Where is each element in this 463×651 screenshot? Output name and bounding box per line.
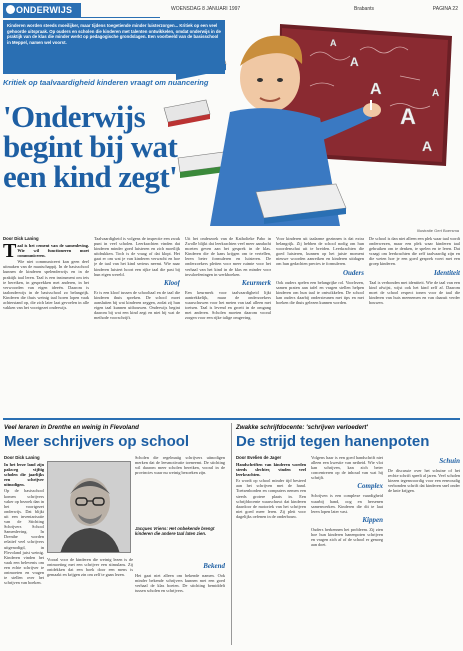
article-kicker: Kritiek op taalvaardigheid kinderen vraagt om nuancering [3,78,209,87]
subhead-kloof: Kloof [164,278,180,287]
subhead-schuin: Schuin [439,457,460,465]
article-headline: 'Onderwijs begint bij wat een kind zegt' [3,99,178,194]
column-3 [185,236,271,416]
article3-text-d: Ouders herkennen het probleem. Zij zien hoe hun kinderen hanenpoten schrijven en vragen zich af of de school er genoeg aan doet. [311,526,383,548]
column-1 [3,236,89,416]
article3-text: Er wordt op school minder tijd besteed aan het schrijven met de hand. Toetsenborden en computers nemen een steeds grotere plaats in. Een schrijfdocente waarschuwt dat kinderen daardoor de motoriek van het schrijven niet goed meer leren. Zij pleit voor dagelijks oefenen in de onderbouw. [236,478,306,519]
section-logo-icon [6,5,15,14]
column-5-text-b: Taal is verbonden met identiteit. Wie de taal van een kind afwijst, wijst ook het kind zelf af. Daarom moet de school respect tonen voor de taal die kinderen van huis meenemen en van daaruit verder bouwen. [369,279,460,305]
illustration-credit: Illustratie Gert Boersma [416,228,459,233]
masthead-page: PAGINA 22 [432,6,458,12]
article3-lead: Handschriften van kinderen worden steeds slechter, vinden veel leerkrachten. [236,462,306,478]
column-2-text-b: Er is een kloof tussen de schooltaal en de taal die kinderen thuis spreken. De school moet aansluiten bij wat kinderen zeggen, zodat zij hun eigen taal kunnen uitbouwen. Onderwijs begint daarom bij wat een kind zegt en niet bij wat de methode voorschrijft. [94,289,180,321]
masthead-date: WOENSDAG 8 JANUARI 1997 [171,6,241,12]
subhead-keurmerk: Keurmerk [241,278,271,287]
byline: Door Dick Laning [3,236,39,241]
article3-text-b: Volgens haar is een goed handschrift niet alleen een kwestie van netheid. Wie vlot kan schrijven, kan zich beter concentreren op de inhoud van wat hij schrijft. [311,455,383,481]
column-2 [94,236,180,416]
article2-column-1 [4,455,44,645]
drop-cap: T [3,240,17,262]
column-4 [276,236,364,416]
article2-text-d: Het gaat niet alleen om bekende namen. Ook minder bekende schrijvers kunnen met een goed verhaal de klas boeien. De stichting bemiddelt tussen scholen en schrijvers. [135,573,225,594]
article3-column-2 [311,455,383,645]
article2-column-4 [135,560,225,645]
svg-text:A: A [422,138,433,154]
masthead [3,3,460,17]
article2-text-c: Scholen die regelmatig schrijvers uitnodigen merken dat de leesmotivatie toeneemt. De stichting wil daarom meer scholen bereiken, vooral in de provincies waar nu weinig bezoeken zijn. [135,455,225,476]
portrait-caption: Jacques Vriens: Het onbekende brengt kinderen die andere taal laten zien. [135,526,215,537]
article2-column-3 [135,455,225,525]
subhead-identiteit: Identiteit [433,268,460,277]
article3-text-e: De discussie over het schuine of het rechte schrift speelt al jaren. Veel scholen kiezen tegenwoordig voor een eenvoudig verbonden schrift dat kinderen snel onder de knie krijgen. [388,468,460,494]
column-5-text: De school is dan niet alleen een plek waar taal wordt onderwezen, maar een plek waar kinderen taal gebruiken om te denken, te spelen en te leren. Dat vraagt om leerkrachten die zelf taalvaardig zijn en die weten hoe je een goed gesprek voert met een groep kinderen. [369,236,460,267]
column-divider [231,423,232,645]
article2-column-2 [47,557,133,645]
article2-text: Op de basisschool komen schrijvers vaker op bezoek dan in het voortgezet onderwijs. Dat blijkt uit een inventarisatie van de Stichting Schrijvers School Samenleving. In Drenthe worden relatief veel schrijvers uitgenodigd, in Flevoland juist weinig. Kinderen vinden het vaak een belevenis om een echte schrijver te ontmoeten en vragen te stellen over het schrijven van boeken. [4,488,44,586]
article3-column-3 [388,455,460,645]
article2-kicker: Veel leraren in Drenthe en weinig in Flevoland [4,424,139,431]
article2-lead: In het lerze land zijn pakweg vijftig scholen die jaarlijks een schrijver uitnodigen. [4,462,44,488]
column-2-text: Taalvaardigheid is volgens de inspectie een zwak punt in veel scholen. Leerkrachten vinden dat kinderen minder goed luisteren en zich moeilijk uitdrukken. Toch is de vraag of dat klopt. Het gaat er om wat je van kinderen verwacht en hoe je de taal van het kind serieus neemt. Wie naar kinderen luistert hoort een rijke taal die past bij hun eigen wereld. [94,236,180,277]
section-divider [3,418,460,420]
section-label: ONDERWIJS [16,5,73,15]
article3-kicker: Zwakke schrijfdocente: 'schrijven verloedert' [236,424,368,431]
article2-headline: Meer schrijvers op school [4,433,190,450]
article2-text-b: Vooral voor de kinderen die weinig lezen is de ontmoeting met een schrijver een stimulans. Zij ontdekken dat een boek door een mens is gemaakt en krijgen zin om zelf te gaan lezen. [47,557,133,578]
masthead-paper: Brabants [354,6,375,12]
article3-byline: Door Evelien de Jager [236,455,282,460]
svg-text:A: A [432,88,440,99]
article3-headline: De strijd tegen hanenpoten [236,433,430,450]
svg-text:A: A [350,55,359,69]
column-4-text-b: Ook ouders spelen een belangrijke rol. Voorlezen, samen praten aan tafel en vragen stellen helpen kinderen om hun taal te ontwikkelen. De school kan ouders daarbij ondersteunen met tips en met boeken die thuis gelezen kunnen worden. [276,279,364,305]
column-4-text: Voor kinderen uit taalarme gezinnen is dat extra belangrijk. Zij hebben de school nodig om hun woordenschat uit te breiden. Leerkrachten die goed luisteren, kunnen op het juiste moment nieuwe woorden aanreiken en kinderen uitdagen om hun gedachten precies te formuleren. [276,236,364,267]
subhead-complex: Complex [357,482,383,491]
svg-text:A: A [370,81,382,98]
subhead-ouders: Ouders [342,268,364,277]
column-1-text: Wie niet communiceert kan geen deel uitmaken van de maatschappij. In de basisschool kunnen de kinderen spelenderwijs en in de praktijk taal leren. Taal is een instrument om iets te bereiken, in gesprekken met anderen, in het verwoorden van eigen ideeën. Daarom is taalonderwijs in de basisschool zo belangrijk. Kinderen die thuis weinig taal horen lopen vaak achterstand op, die zich later laat gevoelen in alle vakken van het voortgezet onderwijs. [3,259,89,311]
column-3-text: Uit het onderzoek van de Katholieke Pabo in Zwolle blijkt dat leerkrachten veel meer aandacht moeten geven aan het gesprek in de klas. Kinderen die de kans krijgen om te vertellen, leren beter formuleren en luisteren. De onderzoekers pleiten voor meer ruimte voor het verhaal van het kind in de klas en minder voor invuloefeningen in werkboeken. [185,236,271,277]
column-3-text-b: Een keurmerk voor taalvaardigheid lijkt aantrekkelijk, maar de onderzoekers waarschuwen voor het meten van taal alleen met toetsen. Taal is levend en groeit in de omgang met anderen. Scholen moeten daarom vooral zorgen voor een rijke talige omgeving. [185,289,271,321]
column-5 [369,236,460,416]
svg-text:A: A [330,38,337,48]
intro-box: Kinderen worden steeds moeilijker, maar tijdens toegetiende minder luisterzorgen... Kritiek op een veel gehoorde uitspraak. Op ouders en scholen die kinderen met talenten ontwikkelen, omdat onderwijs in de praktijk van de klas die minder werkt op pedagogische grondslagen. Een voorbeeld van de basisschool in Meppel, namen wel voorst. [3,20,225,74]
portrait-svg [48,462,131,553]
subhead-bekend: Bekend [203,562,225,570]
svg-text:A: A [400,104,416,129]
article2-byline: Door Dick Laning [4,455,40,460]
section-tag [3,3,81,17]
article3-text-c: Schrijven is een complexe vaardigheid waarbij hand, oog en hersenen samenwerken. Kinderen die dit te laat leren lopen later vast. [311,493,383,514]
lead-text: aal is het cement van de samenleving. Wie wil functioneren moet communiceren. [17,243,89,259]
subhead-kippen: Kippen [362,515,383,524]
article3-column-1 [236,455,306,645]
author-portrait [47,461,131,553]
